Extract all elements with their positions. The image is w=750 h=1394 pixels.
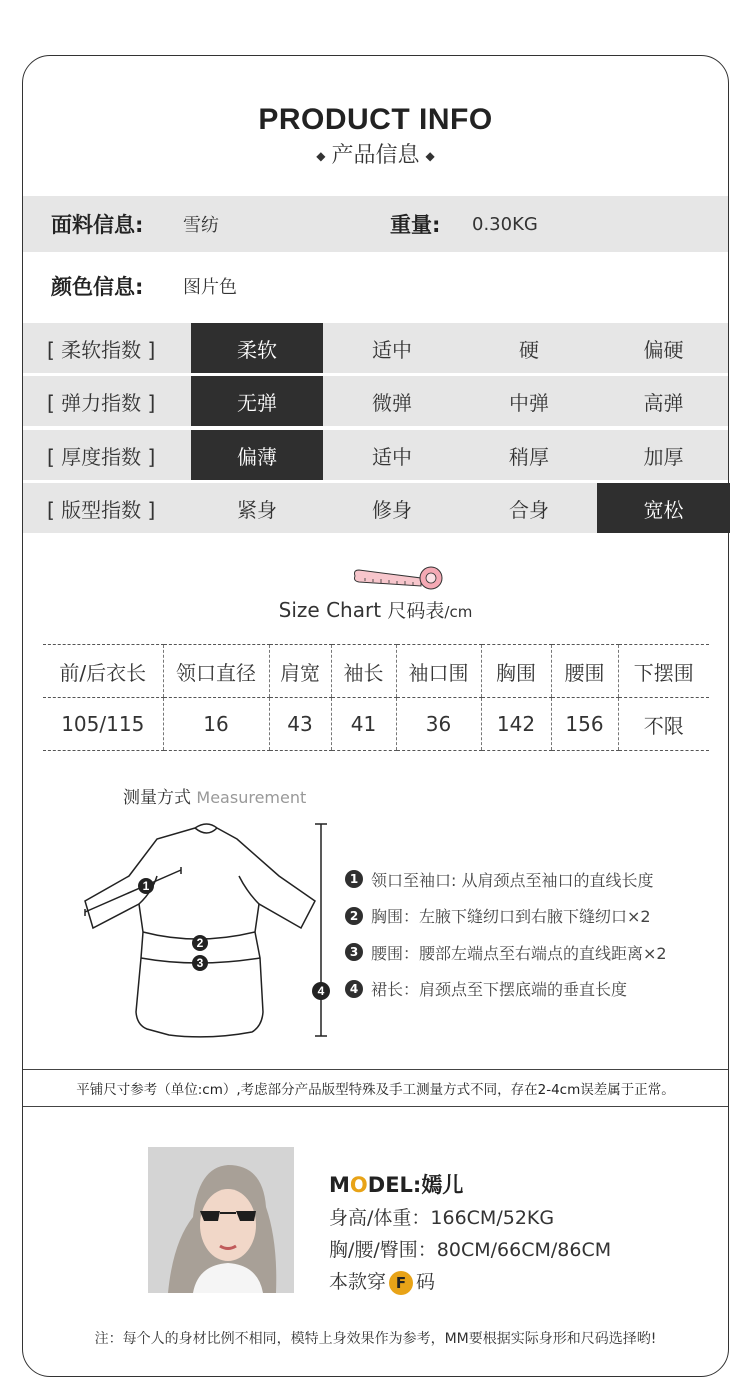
index-option: 稍厚: [509, 444, 549, 469]
diagram-marker-1: 1: [142, 879, 150, 893]
size-value-cell: 142: [481, 698, 551, 751]
measurement-title: [123, 783, 306, 808]
tape-measure-icon: [351, 564, 447, 592]
size-header-cell: 前/后衣长: [43, 645, 163, 698]
size-header-cell: 袖口围: [396, 645, 481, 698]
model-measurements: 胸/腰/臀围：80CM/66CM/86CM: [329, 1239, 612, 1261]
index-option: 加厚: [643, 444, 684, 469]
size-value-cell: 105/115: [43, 698, 163, 751]
number-badge: 1: [345, 870, 363, 888]
diagram-marker-2: 2: [196, 936, 204, 950]
footer-note: 注：每个人的身材比例不相同，模特上身效果作为参考，MM要根据实际身形和尺码选择哟!: [94, 1331, 657, 1347]
measurement-item-text: 胸围：左腋下缝纫口到右腋下缝纫口×2: [371, 907, 651, 927]
page-subtitle: [23, 138, 728, 169]
size-chart-unit: /cm: [444, 603, 473, 621]
measurement-item-text: 裙长：肩颈点至下摆底端的垂直长度: [371, 980, 628, 1000]
color-label: 颜色信息:: [51, 275, 144, 299]
size-table-value-row: [43, 698, 709, 751]
measurement-item: [345, 861, 667, 898]
index-row-label: [ 柔软指数 ]: [47, 337, 156, 362]
fabric-weight-row: [23, 196, 728, 252]
index-row: [23, 483, 728, 533]
size-value-cell: 41: [331, 698, 396, 751]
size-header-cell: 下摆围: [618, 645, 709, 698]
size-badge: F: [389, 1271, 413, 1295]
dress-diagram: [57, 816, 325, 1046]
size-header-cell: 袖长: [331, 645, 396, 698]
weight-value: 0.30KG: [472, 213, 538, 235]
index-option-selected: 偏薄: [191, 430, 323, 480]
index-option: 硬: [519, 337, 539, 362]
measurement-item: [345, 934, 667, 971]
index-row-label: [ 版型指数 ]: [47, 497, 156, 522]
model-name-value: 嫣儿: [421, 1173, 464, 1197]
product-info-card: [22, 55, 729, 1377]
diamond-icon: ◆: [425, 149, 435, 163]
model-photo-icon: [148, 1147, 294, 1293]
size-chart-title: [23, 596, 728, 623]
index-option: 高弹: [643, 390, 684, 415]
size-value-cell: 不限: [618, 698, 709, 751]
number-badge: 4: [345, 980, 363, 998]
index-row: [23, 376, 728, 426]
measurement-item-text: 领口至袖口: 从肩颈点至袖口的直线长度: [371, 870, 654, 890]
index-row: [23, 323, 728, 373]
model-prefix-o: O: [349, 1173, 368, 1197]
index-row-label: [ 厚度指数 ]: [47, 444, 156, 469]
size-value-cell: 16: [163, 698, 269, 751]
size-table-header-row: [43, 645, 709, 698]
index-option-selected: 无弹: [191, 376, 323, 426]
index-option: 适中: [372, 337, 412, 362]
measurement-title-en: Measurement: [196, 788, 307, 807]
index-option: 修身: [372, 497, 412, 522]
page-title: PRODUCT INFO: [258, 103, 493, 136]
index-option-selected: 柔软: [191, 323, 323, 373]
measurement-list: [345, 861, 667, 1007]
diamond-icon: ◆: [316, 149, 326, 163]
index-option: 合身: [509, 497, 549, 522]
model-size-prefix: 本款穿: [329, 1271, 387, 1293]
color-row: [23, 258, 728, 314]
model-avatar: [148, 1147, 294, 1293]
diagram-marker-4: 4: [317, 984, 325, 998]
size-header-cell: 肩宽: [269, 645, 331, 698]
index-option: 偏硬: [643, 337, 684, 362]
subtitle-text: 产品信息: [331, 143, 420, 168]
number-badge: 3: [345, 943, 363, 961]
size-header-cell: 领口直径: [163, 645, 269, 698]
measurement-item-text: 腰围：腰部左端点至右端点的直线距离×2: [371, 943, 667, 963]
index-option: 微弹: [372, 390, 412, 415]
diagram-marker-3: 3: [196, 956, 204, 970]
index-row-label: [ 弹力指数 ]: [47, 390, 156, 415]
measurement-item: [345, 898, 667, 935]
model-name: [329, 1169, 463, 1199]
size-value-cell: 43: [269, 698, 331, 751]
measurement-item: [345, 971, 667, 1008]
size-header-cell: 腰围: [551, 645, 618, 698]
model-size-suffix: 码: [416, 1271, 436, 1293]
color-value: 图片色: [183, 277, 237, 298]
fabric-value: 雪纺: [183, 215, 219, 236]
model-height-weight: 身高/体重：166CM/52KG: [329, 1207, 555, 1229]
size-value-cell: 36: [396, 698, 481, 751]
size-chart-title-cn: 尺码表: [387, 600, 445, 622]
size-header-cell: 胸围: [481, 645, 551, 698]
index-option-selected: 宽松: [597, 483, 730, 533]
fabric-label: 面料信息:: [51, 213, 144, 237]
index-option: 适中: [372, 444, 412, 469]
size-value-cell: 156: [551, 698, 618, 751]
number-badge: 2: [345, 907, 363, 925]
index-option: 中弹: [509, 390, 549, 415]
index-option: 紧身: [237, 497, 277, 522]
model-prefix-rest: DEL:: [367, 1173, 422, 1197]
model-size: [329, 1267, 435, 1295]
model-prefix-m: M: [329, 1173, 350, 1197]
measurement-note: 平铺尺寸参考（单位:cm）,考虑部分产品版型特殊及手工测量方式不同，存在2-4cm误差属于正常。: [23, 1069, 728, 1107]
size-table: [43, 644, 709, 751]
index-row: [23, 430, 728, 480]
measurement-title-cn: 测量方式: [123, 788, 191, 808]
weight-label: 重量:: [390, 213, 441, 237]
size-chart-title-en: Size Chart: [278, 598, 382, 622]
